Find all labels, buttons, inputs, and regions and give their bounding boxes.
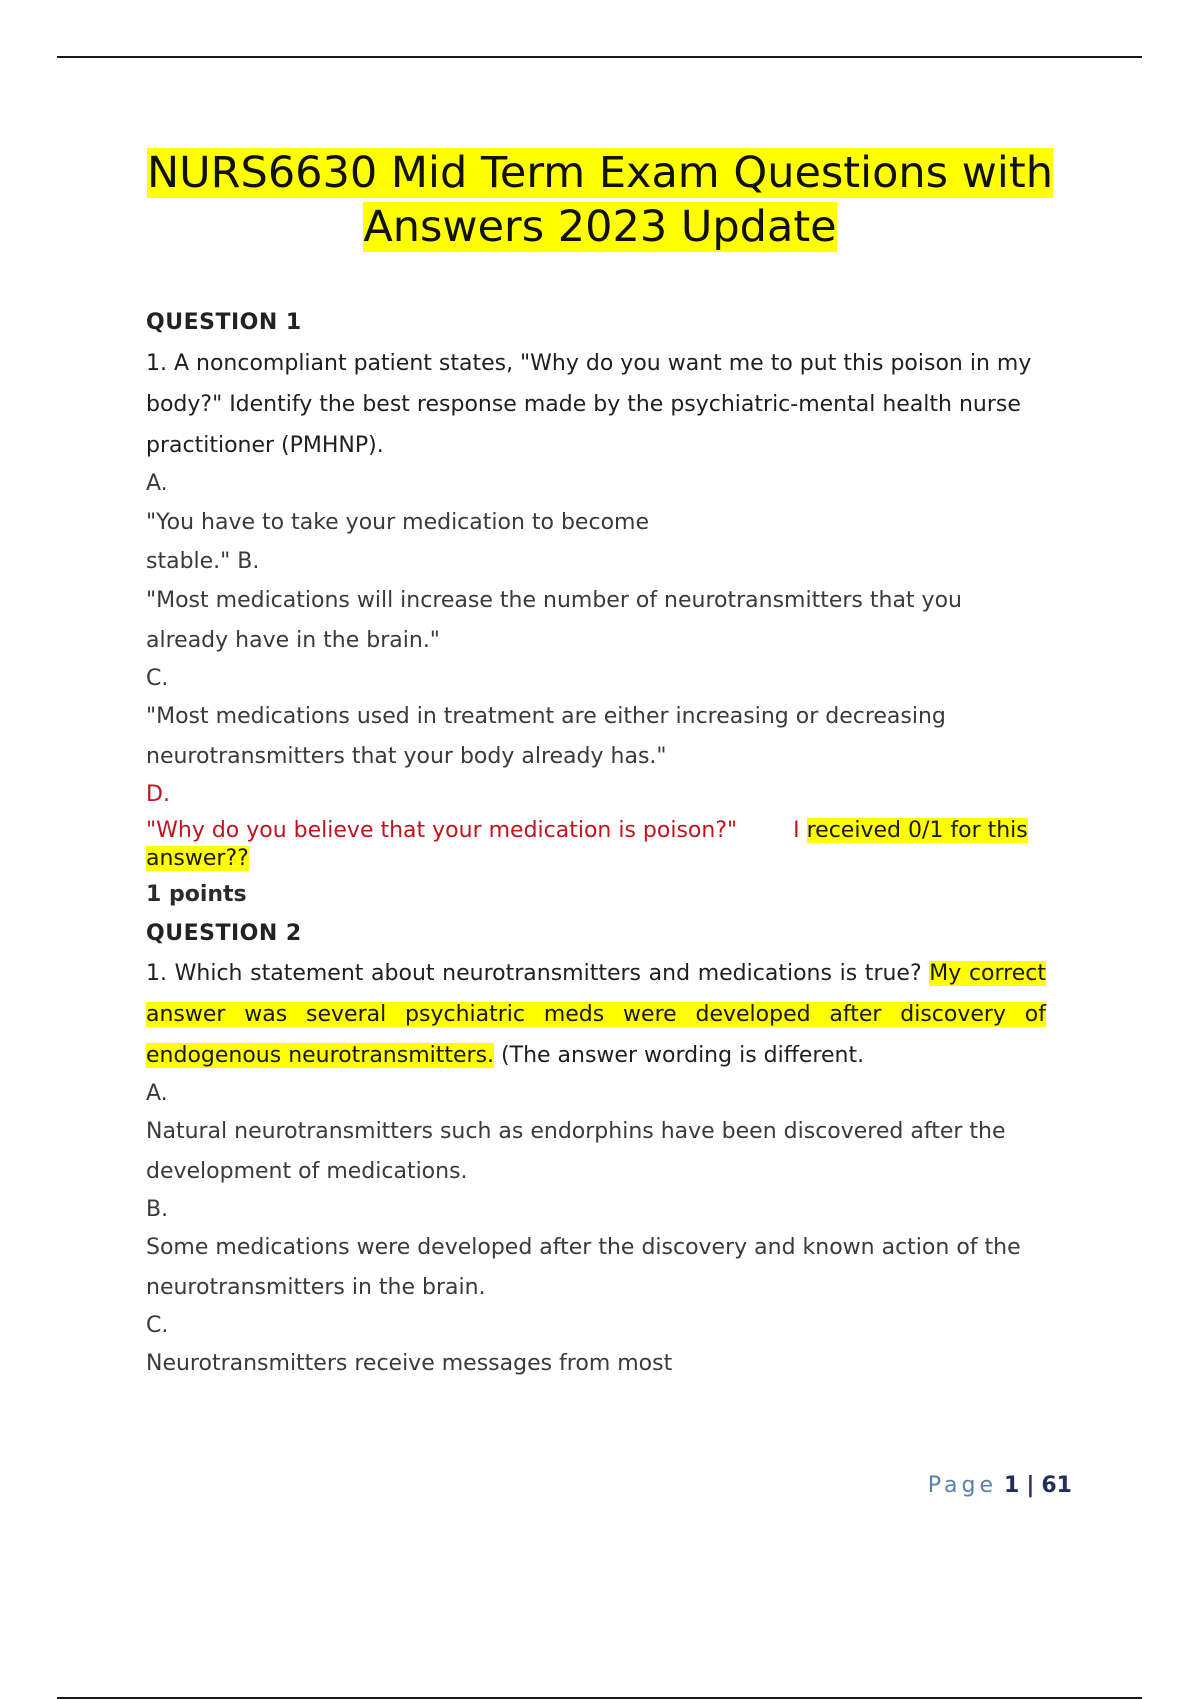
question-1-note: received 0/1 for this answer?? — [146, 818, 1028, 871]
page-number: 1 — [1004, 1473, 1020, 1498]
question-1-note-prefix: I — [793, 818, 807, 843]
page-footer — [928, 1473, 1072, 1498]
question-2-stem-tail: (The answer wording is different. — [501, 1043, 865, 1068]
question-1-option-d-row — [146, 817, 1046, 873]
question-2-label-c: C. — [146, 1313, 169, 1338]
bottom-rule — [57, 1697, 1142, 1699]
question-2-stem-text: 1. Which statement about neurotransmitters and medications is true? — [146, 961, 922, 986]
question-1-option-d: "Why do you believe that your medication is poison?" — [146, 818, 738, 843]
title-line-2: Answers 2023 Update — [363, 202, 837, 252]
title-line-1: NURS6630 Mid Term Exam Questions with — [147, 148, 1053, 198]
question-1-heading: QUESTION 1 — [146, 310, 302, 335]
top-rule — [57, 56, 1142, 58]
document-title — [100, 146, 1100, 254]
total-pages: 61 — [1041, 1473, 1072, 1498]
question-1-option-b: "Most medications will increase the number of neurotransmitters that you already have in the brain." — [146, 588, 962, 653]
question-2-label-b: B. — [146, 1197, 169, 1222]
question-2-option-b: Some medications were developed after the discovery and known action of the neurotransmitters in the brain. — [146, 1235, 1021, 1300]
question-1-option-c: "Most medications used in treatment are either increasing or decreasing neurotransmitters that your body already has." — [146, 704, 946, 769]
page-separator: | — [1026, 1473, 1035, 1498]
question-2-option-c: Neurotransmitters receive messages from most — [146, 1351, 673, 1376]
question-1-stem: 1. A noncompliant patient states, "Why do you want me to put this poison in my body?" Identify the best response made by the psychiatric-mental health nurse practitioner (PMHNP). — [146, 351, 1032, 458]
question-2-stem — [146, 953, 1046, 1076]
question-1-label-c: C. — [146, 666, 169, 691]
question-1-option-a-line1: "You have to take your medication to become — [146, 510, 649, 535]
question-2-heading: QUESTION 2 — [146, 921, 302, 946]
question-1-points: 1 points — [146, 882, 247, 907]
question-2-option-a: Natural neurotransmitters such as endorphins have been discovered after the development of medications. — [146, 1119, 1006, 1184]
question-2-highlight: My correct answer was several psychiatric meds were developed after discovery of endogenous neurotransmitters. — [146, 961, 1046, 1068]
question-1-option-a-line2: stable." B. — [146, 549, 260, 574]
document-body — [146, 305, 1046, 1384]
page-word: Page — [927, 1473, 998, 1498]
question-1-label-a: A. — [146, 471, 168, 496]
question-1-label-d: D. — [146, 782, 170, 807]
question-2-label-a: A. — [146, 1081, 168, 1106]
